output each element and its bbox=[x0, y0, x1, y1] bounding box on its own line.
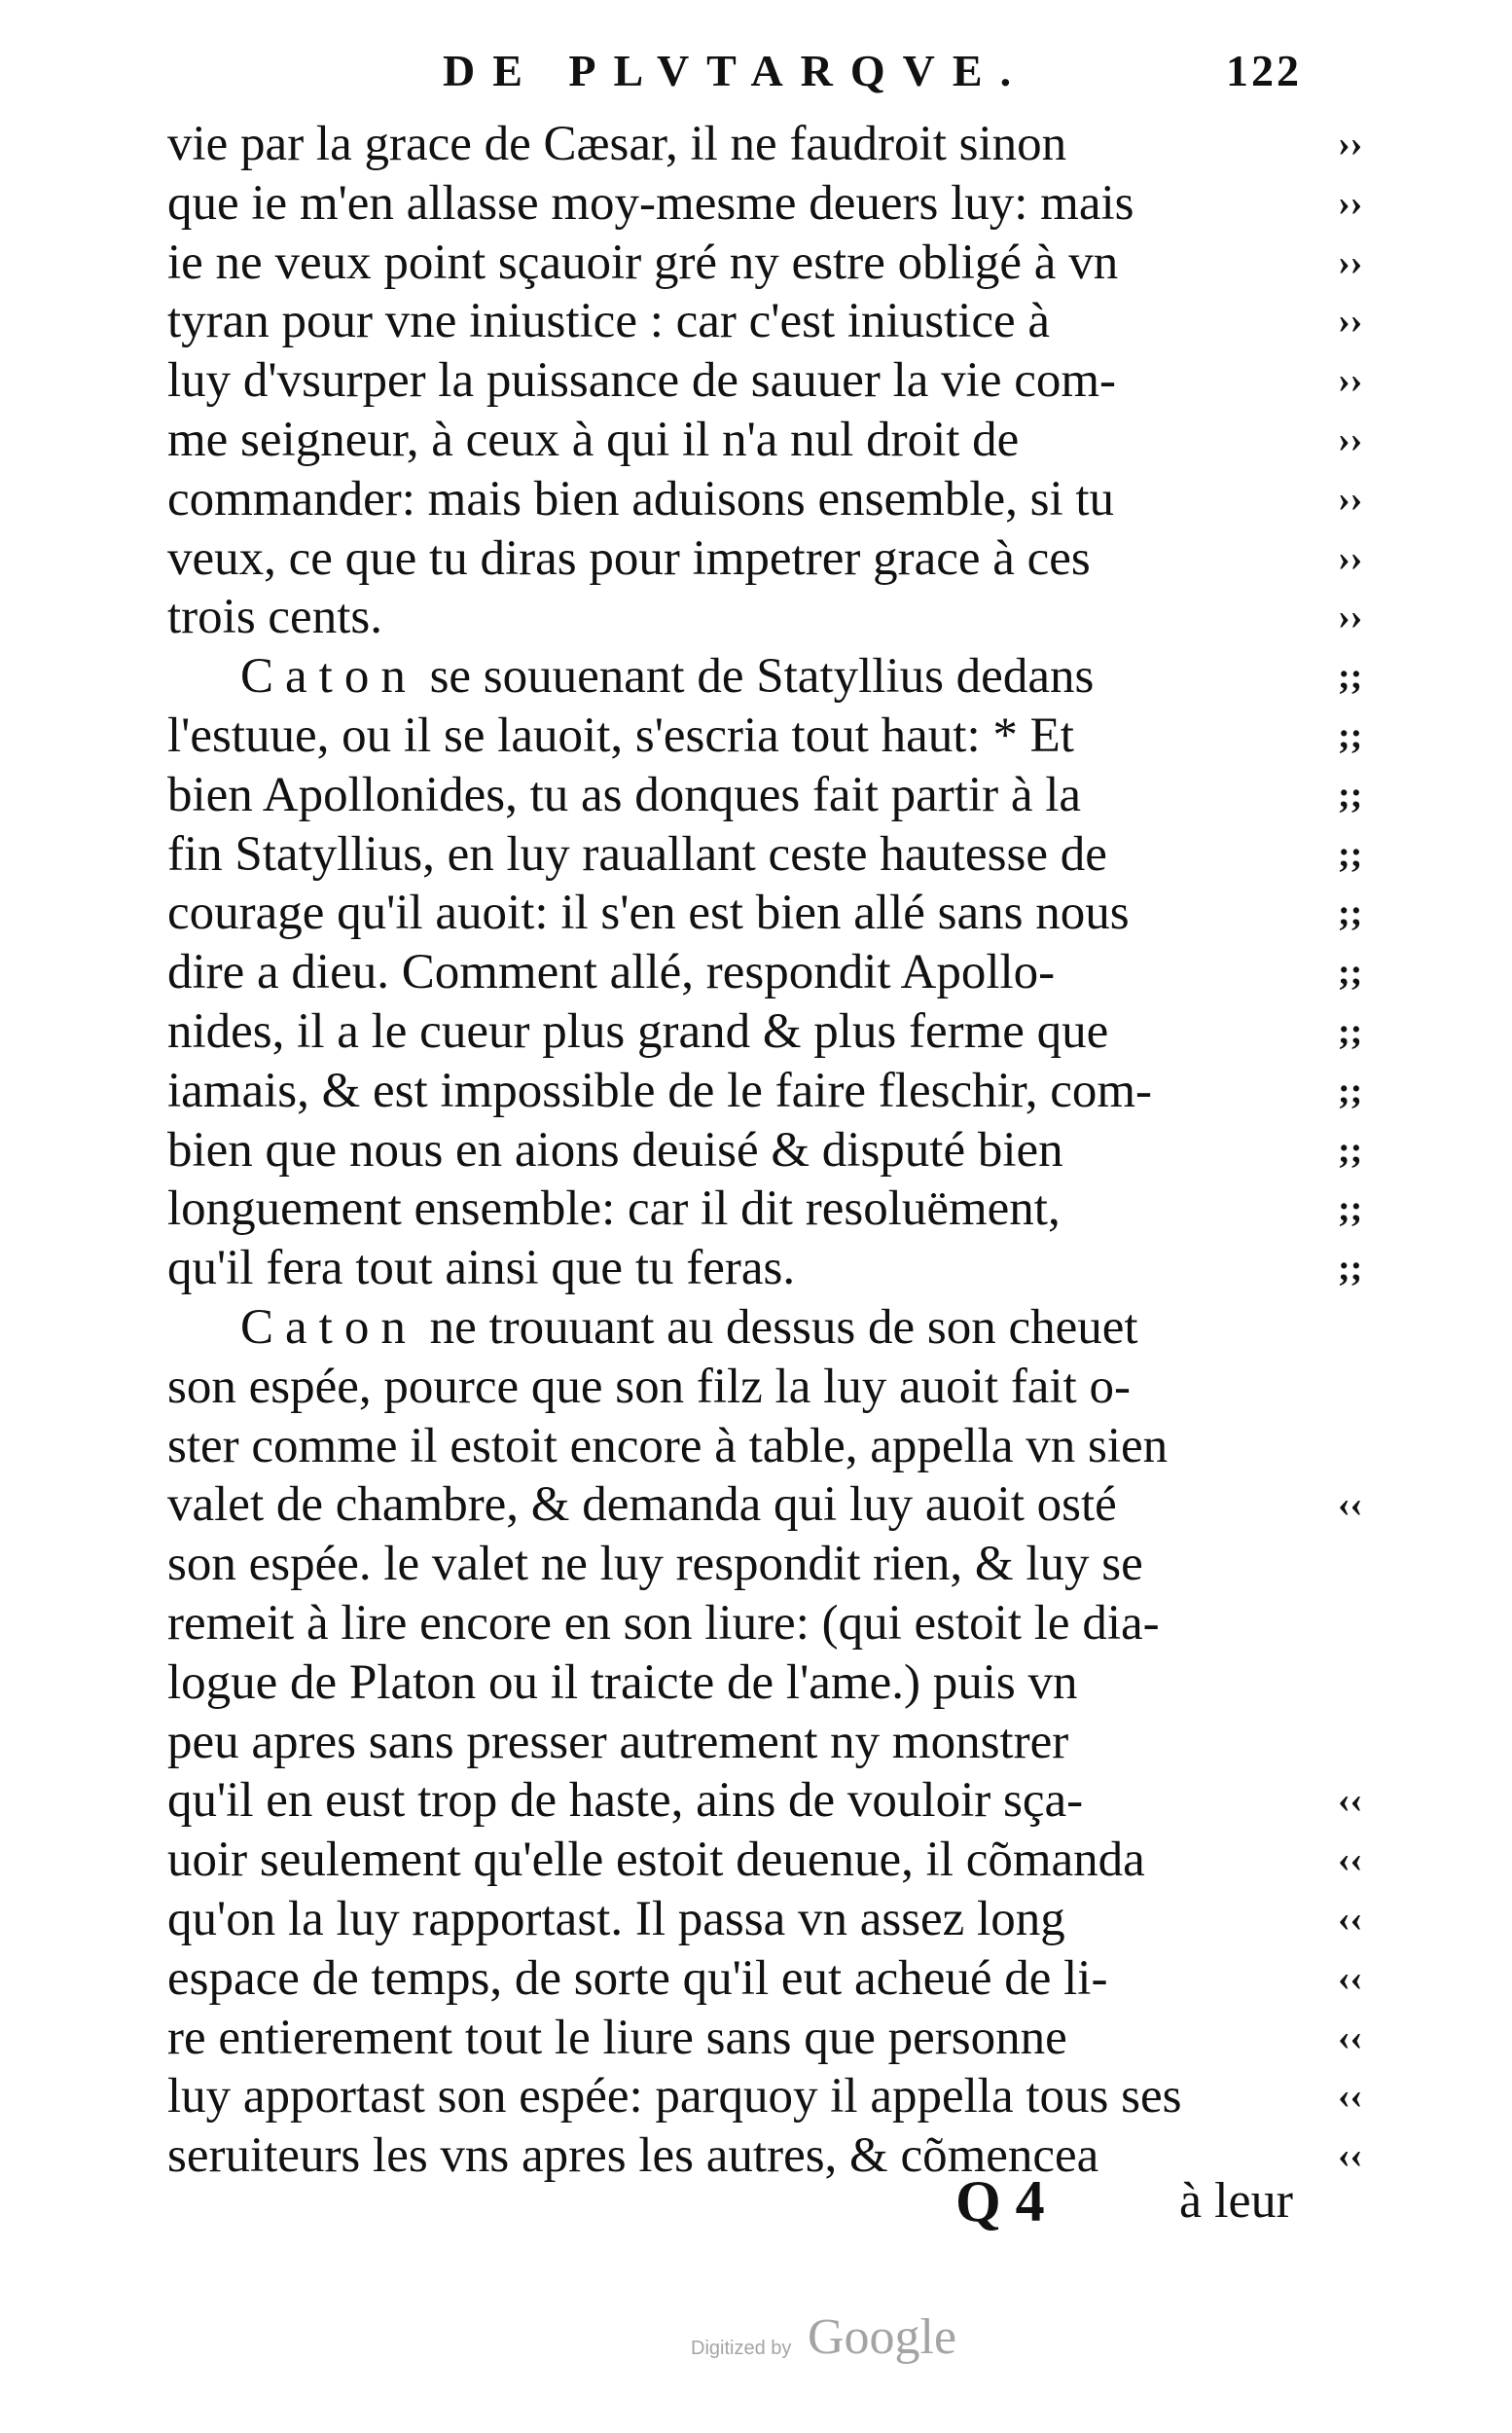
signature-mark: Q 4 bbox=[955, 2169, 1045, 2233]
margin-quote-mark: ›› bbox=[1338, 418, 1363, 460]
page-number: 122 bbox=[1226, 46, 1302, 95]
text-line: son espée. le valet ne luy respondit rien, & luy se bbox=[167, 1537, 1143, 1592]
margin-quote-mark: ;; bbox=[1338, 1129, 1363, 1171]
text-line: que ie m'en allasse moy-mesme deuers luy: mais bbox=[167, 175, 1134, 231]
digitization-watermark bbox=[681, 2308, 992, 2367]
text-line: trois cents. bbox=[167, 590, 382, 645]
margin-quote-mark: ›› bbox=[1338, 241, 1363, 283]
margin-quote-mark bbox=[1338, 1594, 1416, 1653]
paragraph-2 bbox=[167, 647, 1315, 1298]
text-line: veux, ce que tu diras pour impetrer grace à ces bbox=[167, 530, 1091, 586]
watermark-prefix: Digitized by bbox=[691, 2338, 792, 2359]
text-line: luy d'vsurper la puissance de sauuer la vie com- bbox=[167, 353, 1117, 409]
margin-quote-mark: ›› bbox=[1338, 537, 1363, 579]
margin-quote-mark: ›› bbox=[1338, 124, 1363, 164]
text-line: fin Statyllius, en luy rauallant ceste hautesse de bbox=[167, 826, 1107, 882]
text-line: valet de chambre, & demanda qui luy auoit osté bbox=[167, 1477, 1117, 1533]
margin-quote-mark: ;; bbox=[1338, 833, 1363, 875]
paragraph-first-word: Caton bbox=[240, 649, 417, 705]
text-line: son espée, pource que son filz la luy auoit fait o- bbox=[167, 1359, 1131, 1414]
text-line: uoir seulement qu'elle estoit deuenue, il cõmanda bbox=[167, 1833, 1145, 1888]
margin-quote-mark: ;; bbox=[1338, 952, 1363, 994]
paragraph-first-word: Caton bbox=[240, 1299, 417, 1355]
text-line: peu apres sans presser autrement ny monstrer bbox=[167, 1714, 1069, 1769]
page-footer bbox=[167, 2168, 1315, 2236]
body-text bbox=[167, 115, 1315, 2186]
text-line: remeit à lire encore en son liure: (qui estoit le dia- bbox=[167, 1595, 1160, 1651]
catchword: à leur bbox=[1179, 2173, 1293, 2229]
margin-quote-mark: ;; bbox=[1338, 714, 1363, 756]
text-line: tyran pour vne iniustice : car c'est iniustice à bbox=[167, 294, 1051, 349]
margin-quote-mark: ;; bbox=[1338, 892, 1363, 934]
text-line: me seigneur, à ceux à qui il n'a nul droit de bbox=[167, 412, 1020, 467]
text-line: qu'il fera tout ainsi que tu feras. bbox=[167, 1241, 796, 1296]
margin-quote-mark: ‹‹ bbox=[1338, 1484, 1363, 1526]
margin-quote-mark: ‹‹ bbox=[1338, 2016, 1363, 2058]
margin-quote-mark: ;; bbox=[1338, 1188, 1363, 1230]
margin-quote-mark bbox=[1338, 1298, 1416, 1358]
running-head bbox=[350, 39, 1421, 107]
text-line-rest: ne trouuant au dessus de son cheuet bbox=[429, 1299, 1138, 1355]
text-line: ie ne veux point sçauoir gré ny estre obligé à vn bbox=[167, 235, 1119, 290]
margin-quote-mark: ;; bbox=[1338, 1248, 1363, 1289]
text-line: nides, il a le cueur plus grand & plus ferme que bbox=[167, 1003, 1109, 1059]
text-line: l'estuue, ou il se lauoit, s'escria tout haut: * Et bbox=[167, 708, 1074, 763]
text-line: dire a dieu. Comment allé, respondit Apollo- bbox=[167, 945, 1056, 1000]
text-line: bien que nous en aions deuisé & disputé bien bbox=[167, 1122, 1063, 1178]
margin-quote-mark: ‹‹ bbox=[1338, 2076, 1363, 2118]
margin-quote-mark: ›› bbox=[1338, 597, 1363, 638]
margin-quote-mark: ›› bbox=[1338, 478, 1363, 520]
text-line: ster comme il estoit encore à table, appella vn sien bbox=[167, 1418, 1169, 1473]
margin-quote-mark: ›› bbox=[1338, 301, 1363, 343]
text-line: iamais, & est impossible de le faire fleschir, com- bbox=[167, 1063, 1152, 1118]
margin-quote-mark: ;; bbox=[1338, 1010, 1363, 1052]
text-line: luy apportast son espée: parquoy il appella tous ses bbox=[167, 2069, 1182, 2124]
paragraph-1 bbox=[167, 115, 1315, 647]
margin-quote-mark bbox=[1338, 1535, 1416, 1594]
text-line: seruiteurs les vns apres les autres, & cõmencea bbox=[167, 2128, 1099, 2184]
text-line: vie par la grace de Cæsar, il ne faudroit sinon bbox=[167, 117, 1067, 171]
margin-quote-mark: ;; bbox=[1338, 656, 1363, 698]
margin-quote-mark bbox=[1338, 1417, 1416, 1476]
margin-quote-mark: ‹‹ bbox=[1338, 1957, 1363, 1999]
text-line: qu'il en eust trop de haste, ains de vouloir sça- bbox=[167, 1773, 1084, 1829]
margin-quote-mark: ;; bbox=[1338, 1070, 1363, 1111]
margin-quote-mark: ;; bbox=[1338, 774, 1363, 816]
margin-quote-marks bbox=[1338, 115, 1416, 2186]
text-line: re entierement tout le liure sans que personne bbox=[167, 2010, 1067, 2065]
text-line: courage qu'il auoit: il s'en est bien allé sans nous bbox=[167, 886, 1130, 941]
watermark-brand: Google bbox=[808, 2309, 957, 2365]
text-line bbox=[167, 1298, 1315, 1358]
text-line: bien Apollonides, tu as donques fait partir à la bbox=[167, 767, 1082, 822]
paragraph-3 bbox=[167, 1298, 1315, 2186]
margin-quote-mark: ›› bbox=[1338, 182, 1363, 224]
margin-quote-mark: ‹‹ bbox=[1338, 1898, 1363, 1940]
margin-quote-mark: ‹‹ bbox=[1338, 1839, 1363, 1881]
margin-quote-mark: ‹‹ bbox=[1338, 2135, 1363, 2177]
running-title: DE PLVTARQVE. bbox=[443, 46, 1029, 95]
text-line-rest: se souuenant de Statyllius dedans bbox=[429, 649, 1095, 705]
text-line: espace de temps, de sorte qu'il eut acheué de li- bbox=[167, 1950, 1108, 2006]
text-line bbox=[167, 647, 1315, 707]
text-line: qu'on la luy rapportast. Il passa vn assez long bbox=[167, 1891, 1065, 1946]
text-line: logue de Platon ou il traicte de l'ame.) puis vn bbox=[167, 1654, 1078, 1710]
margin-quote-mark bbox=[1338, 1713, 1416, 1772]
margin-quote-mark bbox=[1338, 1358, 1416, 1417]
text-line: commander: mais bien aduisons ensemble, si tu bbox=[167, 471, 1115, 527]
margin-quote-mark: ‹‹ bbox=[1338, 1780, 1363, 1822]
text-line: longuement ensemble: car il dit resoluëment, bbox=[167, 1181, 1061, 1237]
margin-quote-mark: ›› bbox=[1338, 360, 1363, 402]
margin-quote-mark bbox=[1338, 1653, 1416, 1713]
